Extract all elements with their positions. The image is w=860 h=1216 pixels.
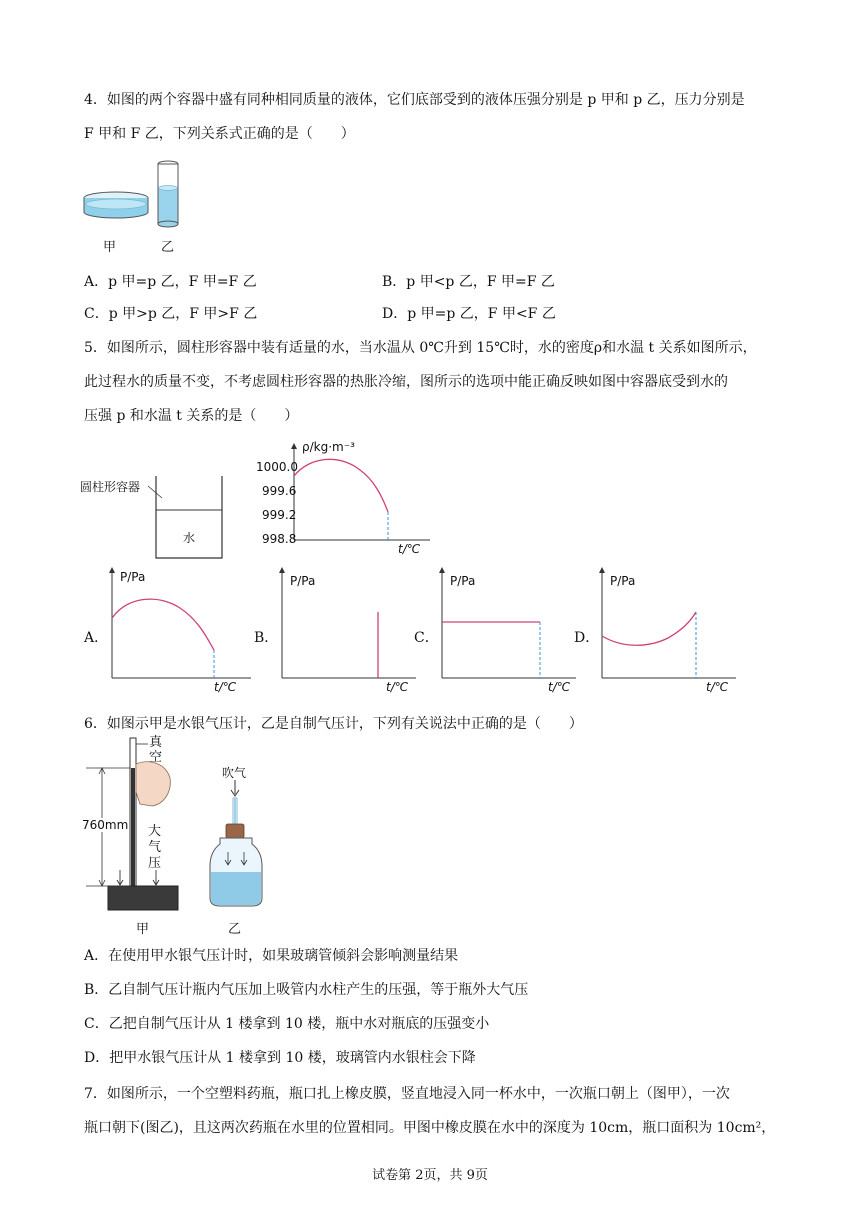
q7-stem-line1: 7．如图所示，一个空塑料药瓶，瓶口扎上橡皮膜，竖直地浸入同一杯水中，一次瓶口朝上（图甲），一次 — [84, 1086, 730, 1102]
q6-vacuum-label: 真空 — [149, 735, 163, 765]
density-xlabel: t/℃ — [398, 542, 421, 556]
q6-atm-label-3: 压 — [148, 856, 162, 871]
q4-figure — [80, 160, 200, 256]
q6-atm-label-1: 大 — [148, 824, 162, 839]
density-tick-1000-0: 1000.0 — [256, 460, 298, 474]
option-d-ylabel: P/Pa — [610, 574, 636, 588]
option-a-xlabel: t/℃ — [214, 680, 237, 694]
q5-stem-line1: 5．如图所示，圆柱形容器中装有适量的水，当水温从 0℃升到 15℃时，水的密度ρ和水温 t 关系如图所示， — [84, 340, 757, 356]
q7-stem-line2: 瓶口朝下(图乙)，且这两次药瓶在水里的位置相同。甲图中橡皮膜在水中的深度为 10cm，瓶口面积为 10cm²， — [84, 1120, 776, 1136]
q6-option-b[interactable]: B．乙自制气压计瓶内气压加上吸管内水柱产生的压强，等于瓶外大气压 — [84, 982, 529, 998]
option-b-xlabel: t/℃ — [386, 680, 409, 694]
q4-stem-line2: F 甲和 F 乙，下列关系式正确的是（ ） — [84, 126, 355, 142]
page-footer: 试卷第 2页，共 9页 — [372, 1168, 488, 1183]
q6-option-d[interactable]: D．把甲水银气压计从 1 楼拿到 10 楼，玻璃管内水银柱会下降 — [84, 1050, 476, 1066]
q5-stem-line3: 压强 p 和水温 t 关系的是（ ） — [84, 408, 299, 424]
q4-label-jia: 甲 — [103, 240, 117, 255]
q6-label-jia: 甲 — [136, 922, 150, 937]
q5-option-d-label[interactable]: D． — [574, 630, 600, 646]
q6-height-label: 760mm — [82, 818, 129, 832]
q6-atm-label-2: 气 — [148, 840, 162, 855]
q6-blow-label: 吹气 — [222, 766, 247, 780]
q6-stem-line1: 6．如图示甲是水银气压计，乙是自制气压计，下列有关说法中正确的是（ ） — [84, 716, 583, 732]
q4-stem-line1: 4．如图的两个容器中盛有同种相同质量的液体，它们底部受到的液体压强分别是 p 甲和 p 乙，压力分别是 — [84, 92, 745, 108]
q4-option-c[interactable]: C．p 甲>p 乙，F 甲>F 乙 — [84, 306, 258, 322]
q5-water-label: 水 — [183, 531, 196, 545]
q5-option-a-chart[interactable] — [106, 566, 256, 686]
q5-option-c-label[interactable]: C． — [414, 630, 439, 646]
option-c-ylabel: P/Pa — [450, 574, 476, 588]
q6-option-c[interactable]: C．乙把自制气压计从 1 楼拿到 10 楼，瓶中水对瓶底的压强变小 — [84, 1016, 490, 1032]
q5-option-a-label[interactable]: A． — [84, 630, 109, 646]
density-tick-998-8: 998.8 — [262, 532, 297, 546]
option-b-ylabel: P/Pa — [290, 574, 316, 588]
density-ylabel: ρ/kg·m⁻³ — [302, 440, 355, 454]
density-tick-999-2: 999.2 — [262, 508, 297, 522]
density-tick-999-6: 999.6 — [262, 484, 297, 498]
q6-option-a[interactable]: A．在使用甲水银气压计时，如果玻璃管倾斜会影响测量结果 — [84, 948, 459, 964]
q5-option-b-label[interactable]: B． — [254, 630, 279, 646]
q5-stem-line2: 此过程水的质量不变，不考虑圆柱形容器的热胀冷缩，图所示的选项中能正确反映如图中容器底受到水的 — [84, 374, 728, 390]
q4-option-d[interactable]: D．p 甲=p 乙，F 甲<F 乙 — [382, 306, 556, 322]
option-c-xlabel: t/℃ — [548, 680, 571, 694]
q6-label-yi: 乙 — [228, 922, 242, 937]
option-d-xlabel: t/℃ — [706, 680, 729, 694]
q4-option-a[interactable]: A．p 甲=p 乙，F 甲=F 乙 — [84, 274, 257, 290]
q4-option-b[interactable]: B．p 甲<p 乙，F 甲=F 乙 — [382, 274, 555, 290]
q5-container-label: 圆柱形容器 — [80, 480, 141, 494]
option-a-ylabel: P/Pa — [120, 570, 146, 584]
q4-label-yi: 乙 — [161, 240, 175, 255]
